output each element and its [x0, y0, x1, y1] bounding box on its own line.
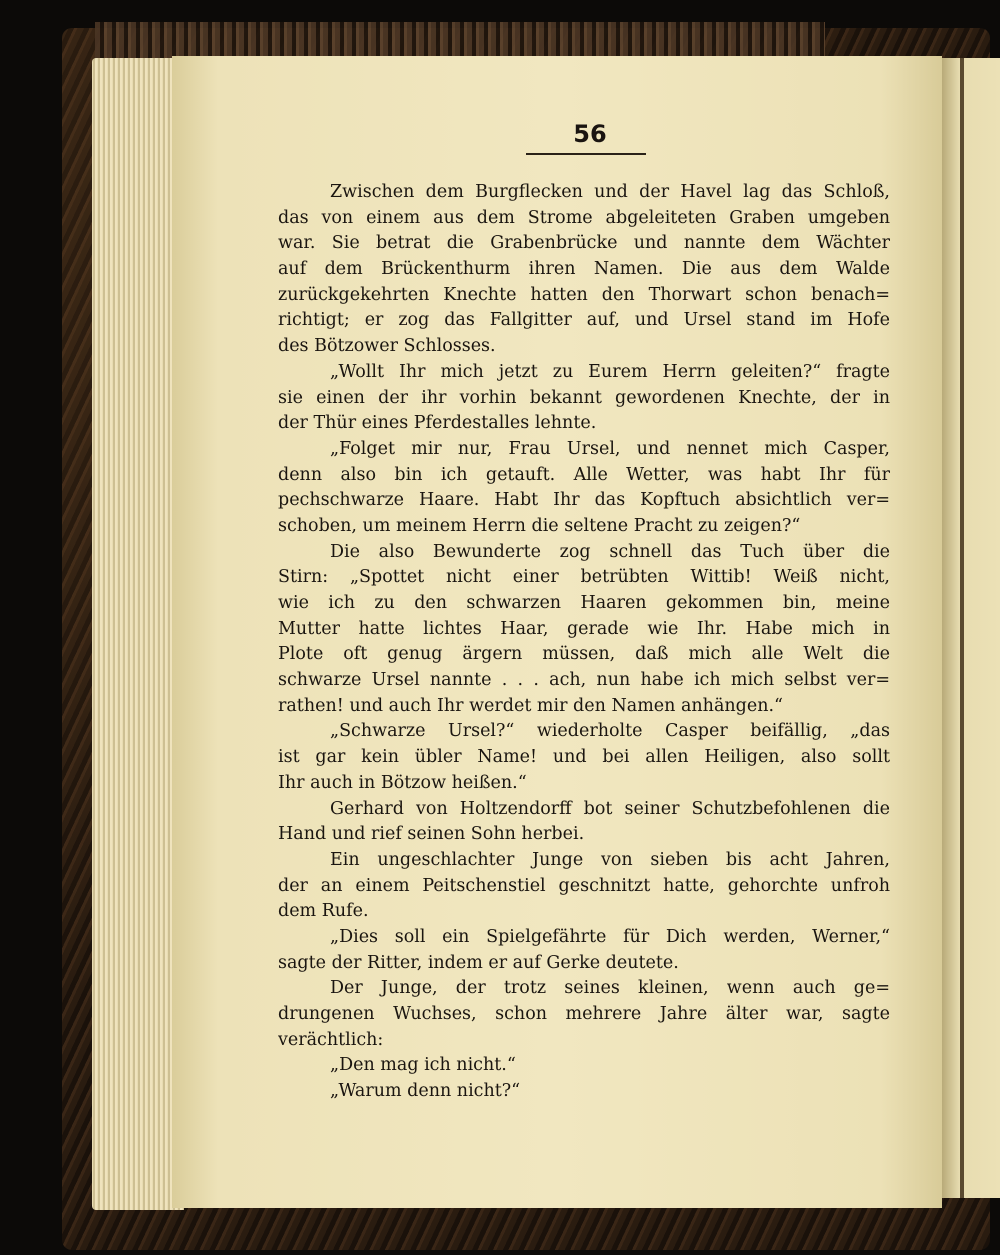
text-line: wie ich zu den schwarzen Haaren gekommen bin, meine: [278, 593, 890, 613]
text-line: Der Junge, der trotz seines kleinen, wenn auch ge=: [330, 978, 890, 999]
page-gap: [960, 58, 964, 1198]
page-number: 56: [573, 120, 607, 148]
text-line: schoben, um meinem Herrn die seltene Pracht zu zeigen?“: [278, 515, 801, 536]
text-line: denn also bin ich getauft. Alle Wetter, was habt Ihr für: [278, 464, 890, 485]
text-line: Plote oft genug ärgern müssen, daß mich alle Welt die: [278, 644, 890, 665]
text-line: dem Rufe.: [278, 901, 369, 922]
facing-page-edge: [942, 58, 1000, 1198]
text-line: des Bötzower Schlosses.: [278, 336, 496, 357]
text-line: pechschwarze Haare. Habt Ihr das Kopftuch absichtlich ver=: [278, 490, 890, 511]
text-line: das von einem aus dem Strome abgeleiteten Graben umgeben: [278, 207, 890, 228]
text-line: verächtlich:: [278, 1029, 384, 1050]
text-line: Die also Bewunderte zog schnell das Tuch über die: [330, 541, 890, 562]
text-line: Hand und rief seinen Sohn herbei.: [278, 824, 585, 845]
text-line: „Wollt Ihr mich jetzt zu Eurem Herrn geleiten?“ fragte: [330, 361, 890, 382]
page-stack-edge: [92, 58, 184, 1210]
text-line: auf dem Brückenthurm ihren Namen. Die aus dem Walde: [278, 259, 890, 280]
text-line: „Schwarze Ursel?“ wiederholte Casper beifällig, „das: [330, 721, 890, 742]
text-line: der an einem Peitschenstiel geschnitzt hatte, gehorchte unfroh: [278, 875, 890, 896]
text-line: Zwischen dem Burgflecken und der Havel lag das Schloß,: [330, 182, 890, 202]
text-line: schwarze Ursel nannte . . . ach, nun habe ich mich selbst ver=: [278, 670, 890, 691]
text-line: Gerhard von Holtzendorff bot seiner Schutzbefohlenen die: [330, 798, 890, 819]
page-number-rule: [526, 153, 646, 155]
text-line: „Den mag ich nicht.“: [330, 1055, 516, 1076]
text-line: richtigt; er zog das Fallgitter auf, und Ursel stand im Hofe: [278, 310, 890, 331]
text-line: Ihr auch in Bötzow heißen.“: [278, 772, 527, 793]
text-line: drungenen Wuchses, schon mehrere Jahre älter war, sagte: [278, 1004, 890, 1024]
text-line: zurückgekehrten Knechte hatten den Thorwart schon benach=: [278, 284, 890, 305]
text-line: Stirn: „Spottet nicht einer betrübten Wittib! Weiß nicht,: [278, 567, 890, 588]
page-text: [278, 180, 890, 1105]
text-line: rathen! und auch Ihr werdet mir den Namen anhängen.“: [278, 695, 783, 716]
text-line: Mutter hatte lichtes Haar, gerade wie Ihr. Habe mich in: [278, 618, 890, 639]
book-cover-spine-edge: [95, 22, 825, 58]
text-line: Ein ungeschlachter Junge von sieben bis acht Jahren,: [330, 849, 890, 870]
text-line: „Warum denn nicht?“: [330, 1081, 521, 1102]
text-line: sie einen der ihr vorhin bekannt gewordenen Knechte, der in: [278, 387, 890, 408]
text-line: ist gar kein übler Name! und bei allen Heiligen, also sollt: [278, 747, 890, 768]
text-line: „Folget mir nur, Frau Ursel, und nennet mich Casper,: [330, 438, 890, 459]
text-line: war. Sie betrat die Grabenbrücke und nannte dem Wächter: [278, 233, 890, 254]
text-line: „Dies soll ein Spielgefährte für Dich werden, Werner,“: [330, 926, 890, 947]
text-line: sagte der Ritter, indem er auf Gerke deutete.: [278, 952, 679, 973]
text-line: der Thür eines Pferdestalles lehnte.: [278, 413, 597, 434]
